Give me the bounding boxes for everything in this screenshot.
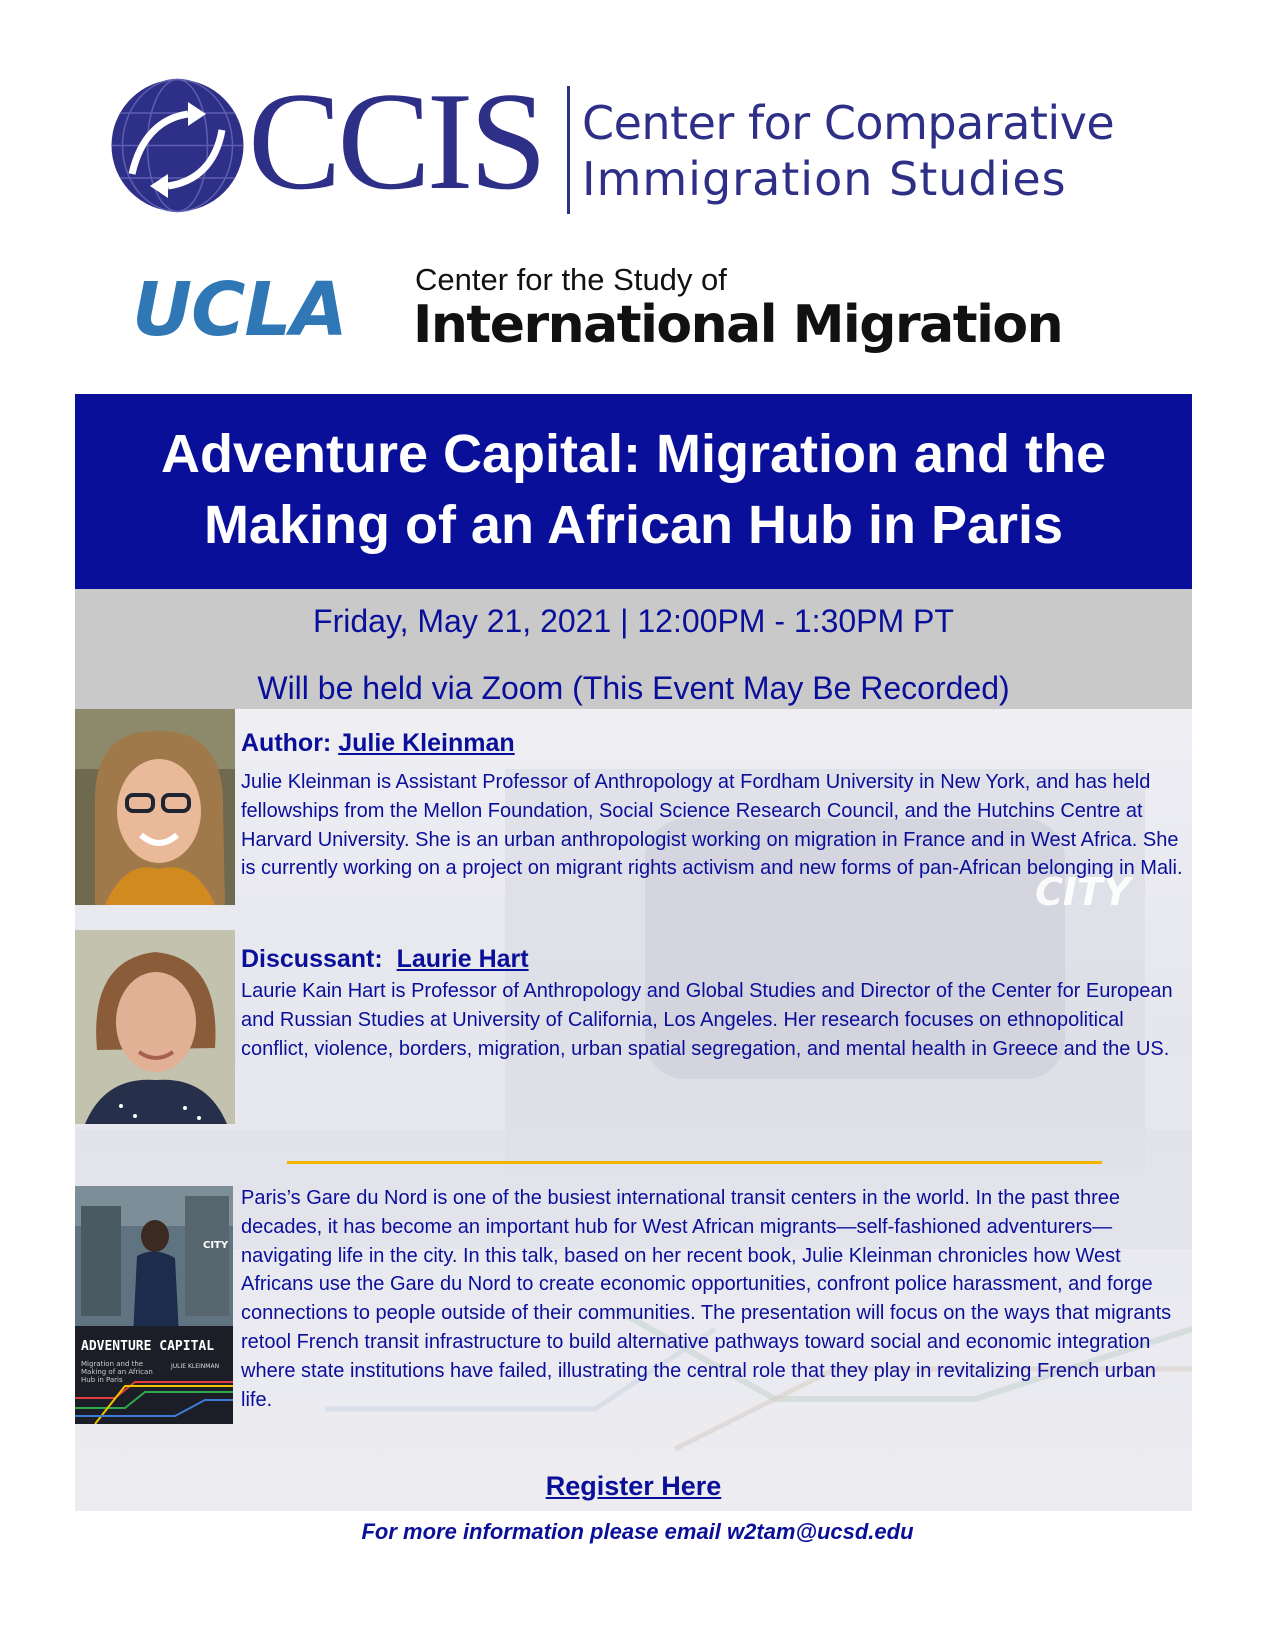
event-location: Will be held via Zoom (This Event May Be Recorded) xyxy=(257,670,1010,706)
book-jacket-text: CITY xyxy=(203,1240,229,1251)
background-city-text: CITY xyxy=(1035,870,1131,914)
event-title-line-1: Adventure Capital: Migration and the xyxy=(160,424,1107,484)
ucla-center-subtitle: Center for the Study of xyxy=(415,262,727,297)
book-cover-image xyxy=(75,1186,233,1424)
author-name-link[interactable]: Julie Kleinman xyxy=(338,729,515,757)
section-divider xyxy=(287,1161,1102,1164)
author-heading xyxy=(241,728,515,758)
register-link[interactable]: Register Here xyxy=(545,1471,722,1501)
discussant-name-link[interactable]: Laurie Hart xyxy=(396,945,529,973)
title-banner xyxy=(75,394,1192,589)
event-title-line-2: Making of an African Hub in Paris xyxy=(203,495,1064,555)
author-photo xyxy=(75,709,235,905)
book-cover-author: JULIE KLEINMAN xyxy=(171,1363,220,1370)
book-cover-subtitle: Migration and the Making of an African Hub in Paris xyxy=(81,1360,153,1384)
ccis-acronym: CCIS xyxy=(248,64,544,219)
ccis-globe-logo xyxy=(110,78,245,213)
logo-divider xyxy=(567,86,570,214)
ccis-name-line-2: Immigration Studies xyxy=(582,152,1067,206)
ucla-wordmark: UCLA xyxy=(132,267,347,353)
ucla-center-name: International Migration xyxy=(413,295,1063,355)
talk-description: Paris’s Gare du Nord is one of the busiest international transit centers in the world. In the past three decades, it has become an important hub for West African migrants—self-fashioned adventurers—navigating life in the city. In this talk, based on her recent book, Julie Kleinman chronicles how West Africans use the Gare du Nord to create economic opportunities, confront police harassment, and forge connections to people outside of their communities. The presentation will focus on the ways that migrants retool French transit infrastructure to build alternative pathways toward social and economic integration where state institutions have failed, illustrating the central role that they play in revitalizing French urban life. xyxy=(241,1187,1172,1411)
author-bio: Julie Kleinman is Assistant Professor of Anthropology at Fordham University in New York, and has held fellowships from the Mellon Foundation, Social Science Research Council, and the Hutchins Centre at Harvard University. She is an urban anthropologist working on migration in France and in West Africa. She is currently working on a project on migrant rights activism and new forms of pan-African belonging in Mali. xyxy=(241,771,1183,880)
ccis-name-line-1: Center for Comparative xyxy=(582,96,1115,150)
event-datetime: Friday, May 21, 2021 | 12:00PM - 1:30PM PT xyxy=(313,603,954,639)
discussant-label: Discussant: xyxy=(241,945,383,973)
contact-info: For more information please email w2tam@ucsd.edu xyxy=(361,1519,914,1544)
discussant-heading xyxy=(241,944,529,974)
author-label: Author: xyxy=(241,729,332,757)
discussant-photo xyxy=(75,930,235,1124)
book-cover-title: ADVENTURE CAPITAL xyxy=(81,1339,215,1354)
discussant-bio: Laurie Kain Hart is Professor of Anthropology and Global Studies and Director of the Center for European and Russian Studies at University of California, Los Angeles. Her research focuses on ethnopolitical conflict, violence, borders, migration, urban spatial segregation, and mental health in Greece and the US. xyxy=(241,980,1173,1060)
